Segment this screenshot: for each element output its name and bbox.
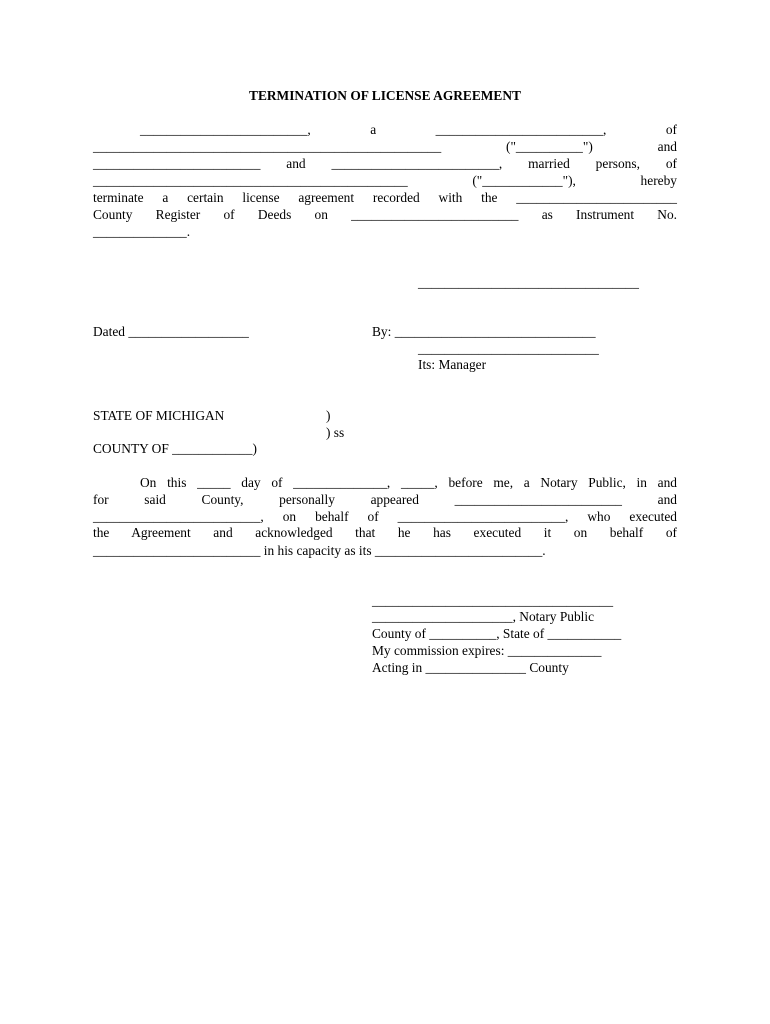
venue-county: COUNTY OF ____________) (93, 441, 257, 456)
paragraph-line: ____________________________________________________ ("__________") and (93, 139, 677, 154)
venue-state: STATE OF MICHIGAN (93, 408, 225, 423)
signer-title: Its: Manager (418, 357, 487, 372)
paragraph-line: On this _____ day of ______________, _____, before me, a Notary Public, in and (140, 475, 677, 490)
document-title: TERMINATION OF LICENSE AGREEMENT (249, 88, 521, 103)
paragraph-line: _________________________, on behalf of _________________________, who executed (93, 509, 677, 524)
paragraph-line: ______________. (93, 224, 191, 239)
paragraph-line: County Register of Deeds on _________________________ as Instrument No. (93, 207, 677, 222)
dated-field: Dated __________________ (93, 324, 249, 339)
paragraph-line: _________________________, a _________________________, of (140, 122, 677, 137)
paragraph-line: the Agreement and acknowledged that he has executed it on behalf of (93, 525, 677, 540)
by-signature-field: By: ______________________________ (372, 324, 596, 339)
paragraph-line: _________________________ in his capacity as its _________________________. (93, 543, 546, 558)
notary-county-state: County of __________, State of ___________ (372, 626, 622, 641)
venue-bracket: ) (326, 408, 331, 423)
notary-name-line: _____________________, Notary Public (372, 609, 595, 624)
name-line: ___________________________ (418, 341, 599, 356)
notary-commission: My commission expires: ______________ (372, 643, 602, 658)
notary-acting-in: Acting in _______________ County (372, 660, 569, 675)
paragraph-line: terminate a certain license agreement recorded with the ________________________ (93, 190, 677, 205)
signature-line: _________________________________ (418, 275, 639, 290)
venue-ss: ) ss (326, 425, 345, 440)
notary-signature-line: ____________________________________ (372, 593, 614, 608)
paragraph-line: _________________________ and _________________________, married persons, of (93, 156, 677, 171)
paragraph-line: _______________________________________________ ("____________"), hereby (93, 173, 677, 188)
paragraph-line: for said County, personally appeared _________________________ and (93, 492, 677, 507)
